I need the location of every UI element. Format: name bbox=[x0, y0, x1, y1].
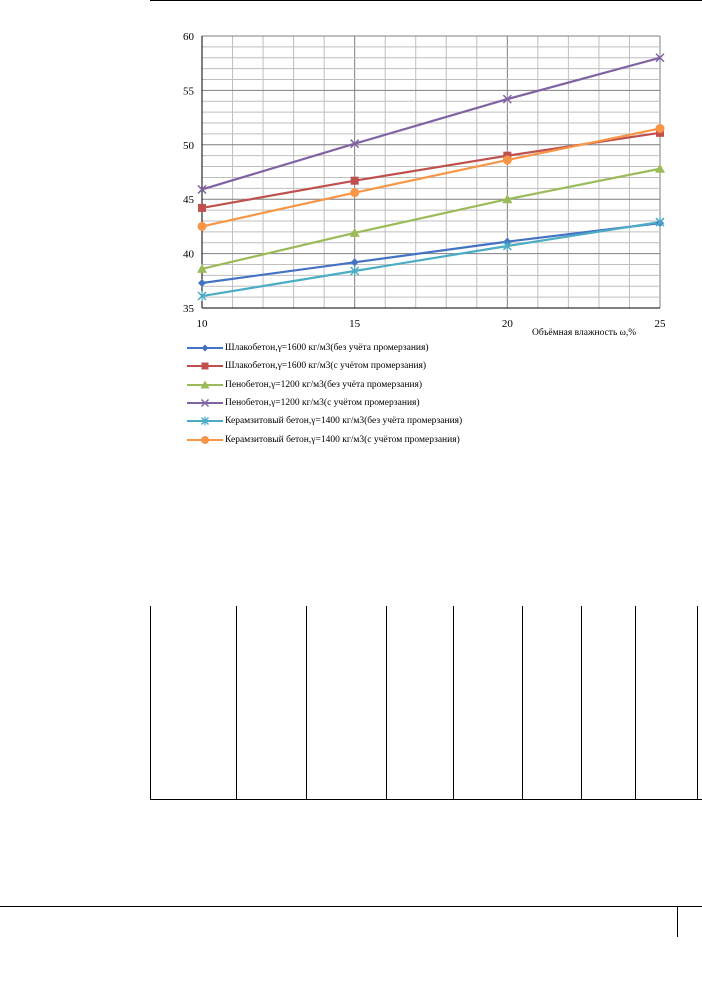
table-column-line bbox=[306, 606, 307, 800]
series-line bbox=[202, 133, 660, 208]
line-chart bbox=[0, 0, 702, 340]
data-point bbox=[503, 156, 512, 165]
table-column-line bbox=[236, 606, 237, 800]
table-column-line bbox=[522, 606, 523, 800]
table-column-line bbox=[453, 606, 454, 800]
legend-label: Пенобетон,γ=1200 кг/м3(с учётом промерзания) bbox=[225, 398, 420, 409]
data-point bbox=[351, 177, 359, 185]
table-column-line bbox=[581, 606, 582, 800]
data-point bbox=[350, 188, 359, 197]
data-point bbox=[198, 204, 206, 212]
data-point bbox=[655, 164, 665, 173]
legend-item bbox=[187, 430, 547, 448]
footer-rule bbox=[0, 906, 702, 907]
y-tick-label: 40 bbox=[183, 248, 194, 261]
legend-item bbox=[187, 376, 547, 394]
data-point bbox=[202, 345, 209, 352]
legend-label: Шлакобетон,γ=1600 кг/м3(без учёта промерзания) bbox=[225, 343, 429, 354]
page-number-box bbox=[677, 906, 702, 937]
legend-swatch bbox=[187, 434, 223, 446]
legend-swatch bbox=[187, 360, 223, 372]
x-tick-label: 15 bbox=[349, 318, 361, 330]
y-tick-label: 35 bbox=[183, 303, 194, 315]
legend-swatch bbox=[187, 397, 223, 409]
legend-label: Шлакобетон,γ=1600 кг/м3(с учётом промерзания) bbox=[225, 361, 427, 372]
table-column-line bbox=[386, 606, 387, 800]
table-column-line bbox=[635, 606, 636, 800]
legend-label: Керамзитовый бетон,γ=1400 кг/м3(с учётом промерзания) bbox=[225, 434, 460, 445]
table-bottom-line bbox=[150, 799, 702, 800]
data-point bbox=[351, 258, 359, 266]
legend-swatch bbox=[187, 415, 223, 427]
data-point bbox=[201, 436, 209, 444]
y-tick-label: 60 bbox=[183, 31, 194, 43]
legend-label: Пенобетон,γ=1200 кг/м3(без учёта промерзания) bbox=[225, 379, 423, 390]
legend-item bbox=[187, 394, 547, 412]
series-line bbox=[202, 58, 660, 190]
x-tick-label: 10 bbox=[196, 318, 208, 330]
empty-table bbox=[150, 606, 702, 800]
legend-item bbox=[187, 412, 547, 430]
data-point bbox=[656, 124, 665, 133]
legend-label: Керамзитовый бетон,γ=1400 кг/м3(без учёта промерзания) bbox=[225, 416, 463, 427]
data-point bbox=[198, 222, 207, 231]
data-point bbox=[202, 363, 209, 370]
series-lines bbox=[202, 58, 660, 296]
legend bbox=[187, 339, 547, 449]
legend-item bbox=[187, 357, 547, 375]
x-tick-label: 20 bbox=[501, 318, 513, 330]
series-line bbox=[202, 222, 660, 296]
y-tick-label: 45 bbox=[183, 194, 194, 207]
legend-swatch bbox=[187, 379, 223, 391]
x-tick-label: 25 bbox=[654, 318, 666, 330]
x-axis-label: Объёмная влажность ω,% bbox=[532, 328, 637, 338]
table-column-line bbox=[697, 606, 698, 800]
legend-swatch bbox=[187, 342, 223, 354]
table-column-line bbox=[150, 606, 151, 800]
y-tick-label: 55 bbox=[183, 85, 194, 98]
y-tick-label: 50 bbox=[183, 139, 194, 152]
legend-item bbox=[187, 339, 547, 357]
